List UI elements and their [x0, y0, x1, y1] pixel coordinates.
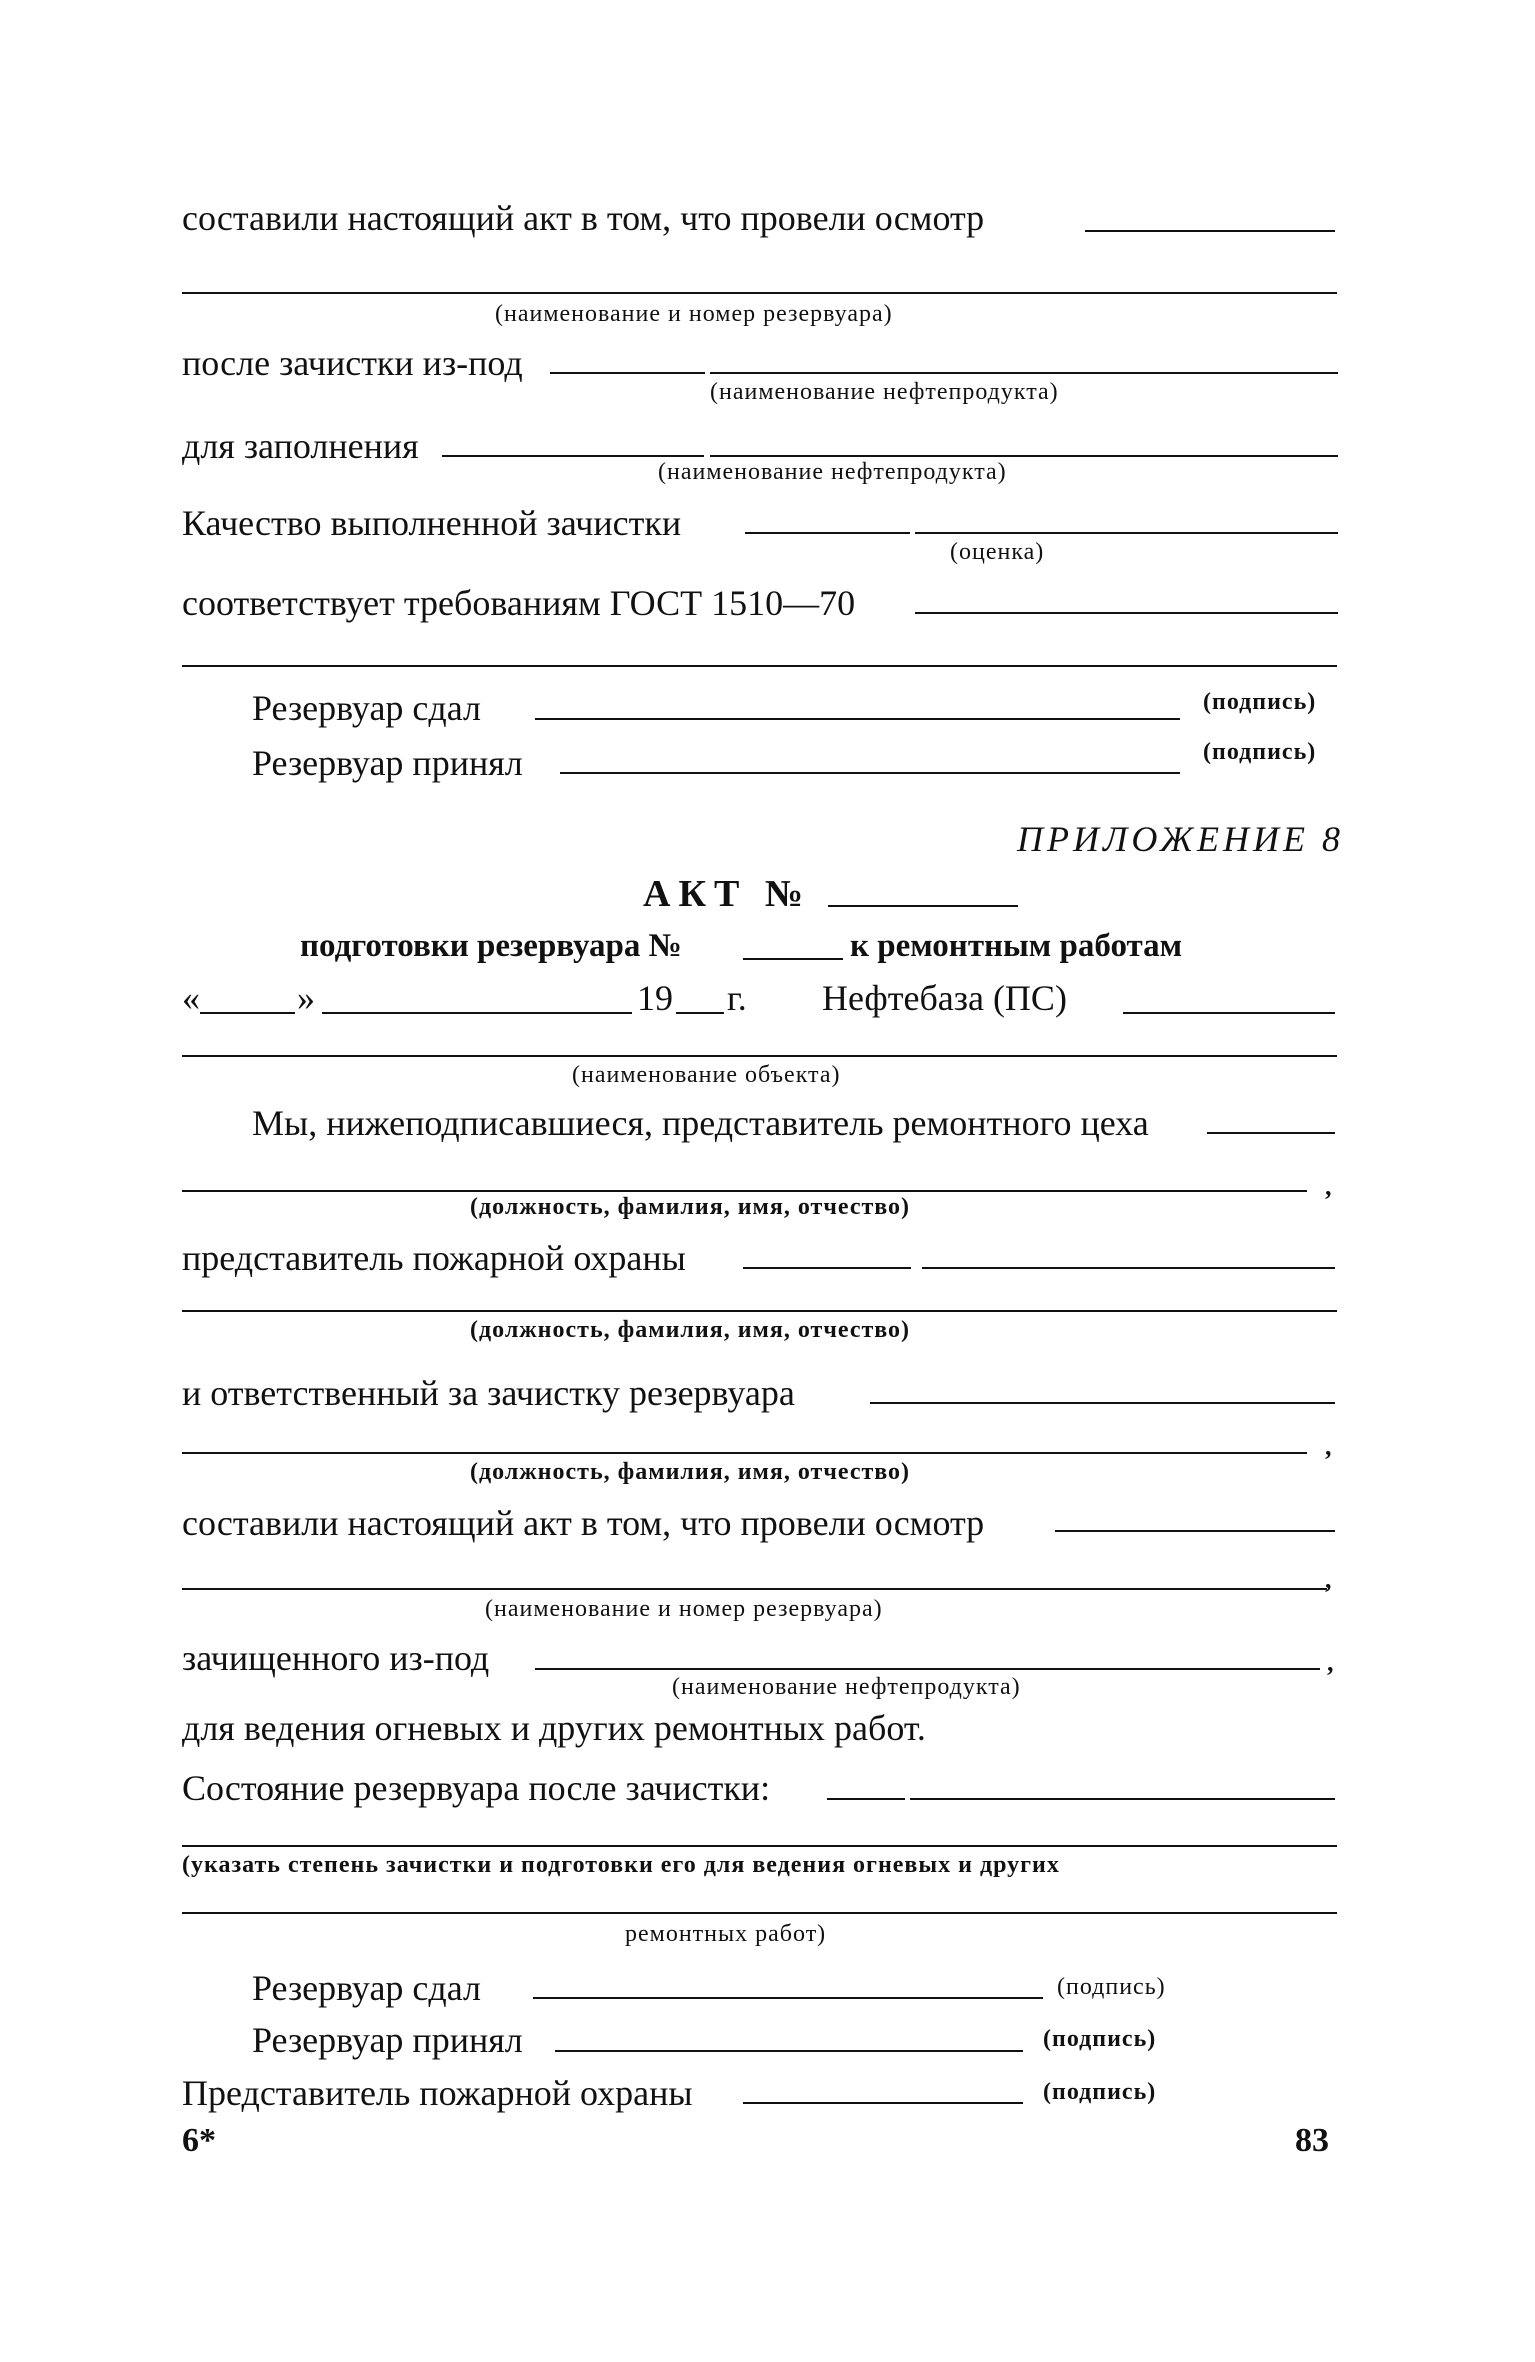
blank-state-a [827, 1798, 905, 1800]
caption-signature-2: (подпись) [1203, 739, 1317, 765]
act-title: АКТ № [643, 873, 812, 915]
blank-handed-signature [535, 718, 1180, 720]
text-for-filling: для заполнения [182, 426, 419, 466]
blank-cleaned-product [535, 1668, 1320, 1670]
caption-tank-name: (наименование и номер резервуара) [495, 301, 893, 327]
blank-state-line-2 [182, 1912, 1337, 1914]
text-cleaned-from: зачищенного из-под [182, 1638, 490, 1678]
caption-state-2: ремонтных работ) [625, 1921, 827, 1947]
blank-inspection [1085, 230, 1335, 232]
text-we-undersigned: Мы, нижеподписавшиеся, представитель ремонтного цеха [252, 1103, 1149, 1143]
caption-signature-3: (подпись) [1057, 1974, 1166, 2000]
blank-tank-number [743, 958, 843, 960]
caption-product-2: (наименование нефтепродукта) [658, 459, 1007, 485]
text-tank-handed-2: Резервуар сдал [252, 1968, 481, 2008]
blank-repair-rep [1207, 1132, 1335, 1134]
page-number: 83 [1295, 2122, 1329, 2159]
year-suffix: г. [727, 978, 747, 1018]
caption-signature-1: (подпись) [1203, 689, 1317, 715]
blank-responsible [870, 1402, 1335, 1404]
text-tank-accepted-2: Резервуар принял [252, 2020, 523, 2060]
caption-person-3: (должность, фамилия, имя, отчество) [470, 1459, 911, 1485]
subtitle-prep: подготовки резервуара № [300, 928, 682, 964]
blank-person-3 [182, 1452, 1307, 1454]
caption-product: (наименование нефтепродукта) [710, 379, 1059, 405]
caption-tank-name-2: (наименование и номер резервуара) [485, 1596, 883, 1622]
blank-day [200, 1012, 295, 1014]
blank-person-1 [182, 1190, 1307, 1192]
blank-month [322, 1012, 632, 1014]
text-tank-handed: Резервуар сдал [252, 688, 481, 728]
blank-tank-name-2 [182, 1588, 1327, 1590]
blank-filling-b [710, 455, 1338, 457]
subtitle-repair: к ремонтным работам [850, 928, 1183, 964]
text-cleaning-quality: Качество выполненной зачистки [182, 503, 682, 543]
caption-state-1: (указать степень зачистки и подготовки его для ведения огневых и других [182, 1852, 1060, 1878]
year-prefix: 19 [637, 978, 673, 1018]
blank-filling-a [442, 455, 704, 457]
blank-quality-a [745, 532, 910, 534]
comma-2: , [1325, 1432, 1332, 1461]
text-compiled-act-2: составили настоящий акт в том, что провели осмотр [182, 1503, 985, 1543]
caption-signature-4: (подпись) [1043, 2026, 1157, 2052]
caption-signature-5: (подпись) [1043, 2079, 1157, 2105]
blank-handed-signature-2 [533, 1997, 1043, 1999]
blank-state-b [910, 1798, 1335, 1800]
text-after-cleaning: после зачистки из-под [182, 343, 523, 383]
caption-object: (наименование объекта) [572, 1062, 841, 1088]
text-fire-rep-2: Представитель пожарной охраны [182, 2073, 693, 2113]
blank-fire-signature [743, 2102, 1023, 2104]
caption-person-1: (должность, фамилия, имя, отчество) [470, 1194, 911, 1220]
blank-product-a [550, 372, 705, 374]
date-open-quote: « [182, 978, 200, 1018]
text-purpose: для ведения огневых и других ремонтных работ. [182, 1708, 926, 1748]
blank-accepted-signature [560, 772, 1180, 774]
blank-product-b [710, 372, 1338, 374]
text-compiled-act: составили настоящий акт в том, что провели осмотр [182, 198, 985, 238]
blank-person-2 [182, 1310, 1337, 1312]
blank-state-line-1 [182, 1845, 1337, 1847]
text-gost: соответствует требованиям ГОСТ 1510—70 [182, 583, 856, 623]
comma-4: , [1327, 1648, 1334, 1677]
comma-3: , [1325, 1565, 1332, 1594]
blank-fire-a [743, 1267, 911, 1269]
blank-gost [915, 612, 1338, 614]
caption-grade: (оценка) [950, 539, 1045, 565]
blank-full-line [182, 665, 1337, 667]
comma-1: , [1325, 1172, 1332, 1201]
signature-mark: 6* [182, 2122, 216, 2159]
text-tank-accepted: Резервуар принял [252, 743, 523, 783]
appendix-label: ПРИЛОЖЕНИЕ 8 [1017, 819, 1344, 859]
text-tank-state: Состояние резервуара после зачистки: [182, 1768, 771, 1808]
depot-label: Нефтебаза (ПС) [822, 978, 1067, 1018]
blank-act-number [828, 905, 1018, 907]
caption-person-2: (должность, фамилия, имя, отчество) [470, 1317, 911, 1343]
date-close-quote: » [297, 978, 315, 1018]
blank-fire-b [922, 1267, 1335, 1269]
caption-product-3: (наименование нефтепродукта) [672, 1674, 1021, 1700]
text-fire-rep: представитель пожарной охраны [182, 1238, 686, 1278]
blank-inspection-2 [1055, 1530, 1335, 1532]
blank-quality-b [915, 532, 1338, 534]
blank-depot [1123, 1012, 1335, 1014]
blank-accepted-signature-2 [555, 2050, 1023, 2052]
blank-year [676, 1012, 724, 1014]
blank-tank-name [182, 292, 1337, 294]
text-responsible: и ответственный за зачистку резервуара [182, 1373, 795, 1413]
blank-object [182, 1055, 1337, 1057]
